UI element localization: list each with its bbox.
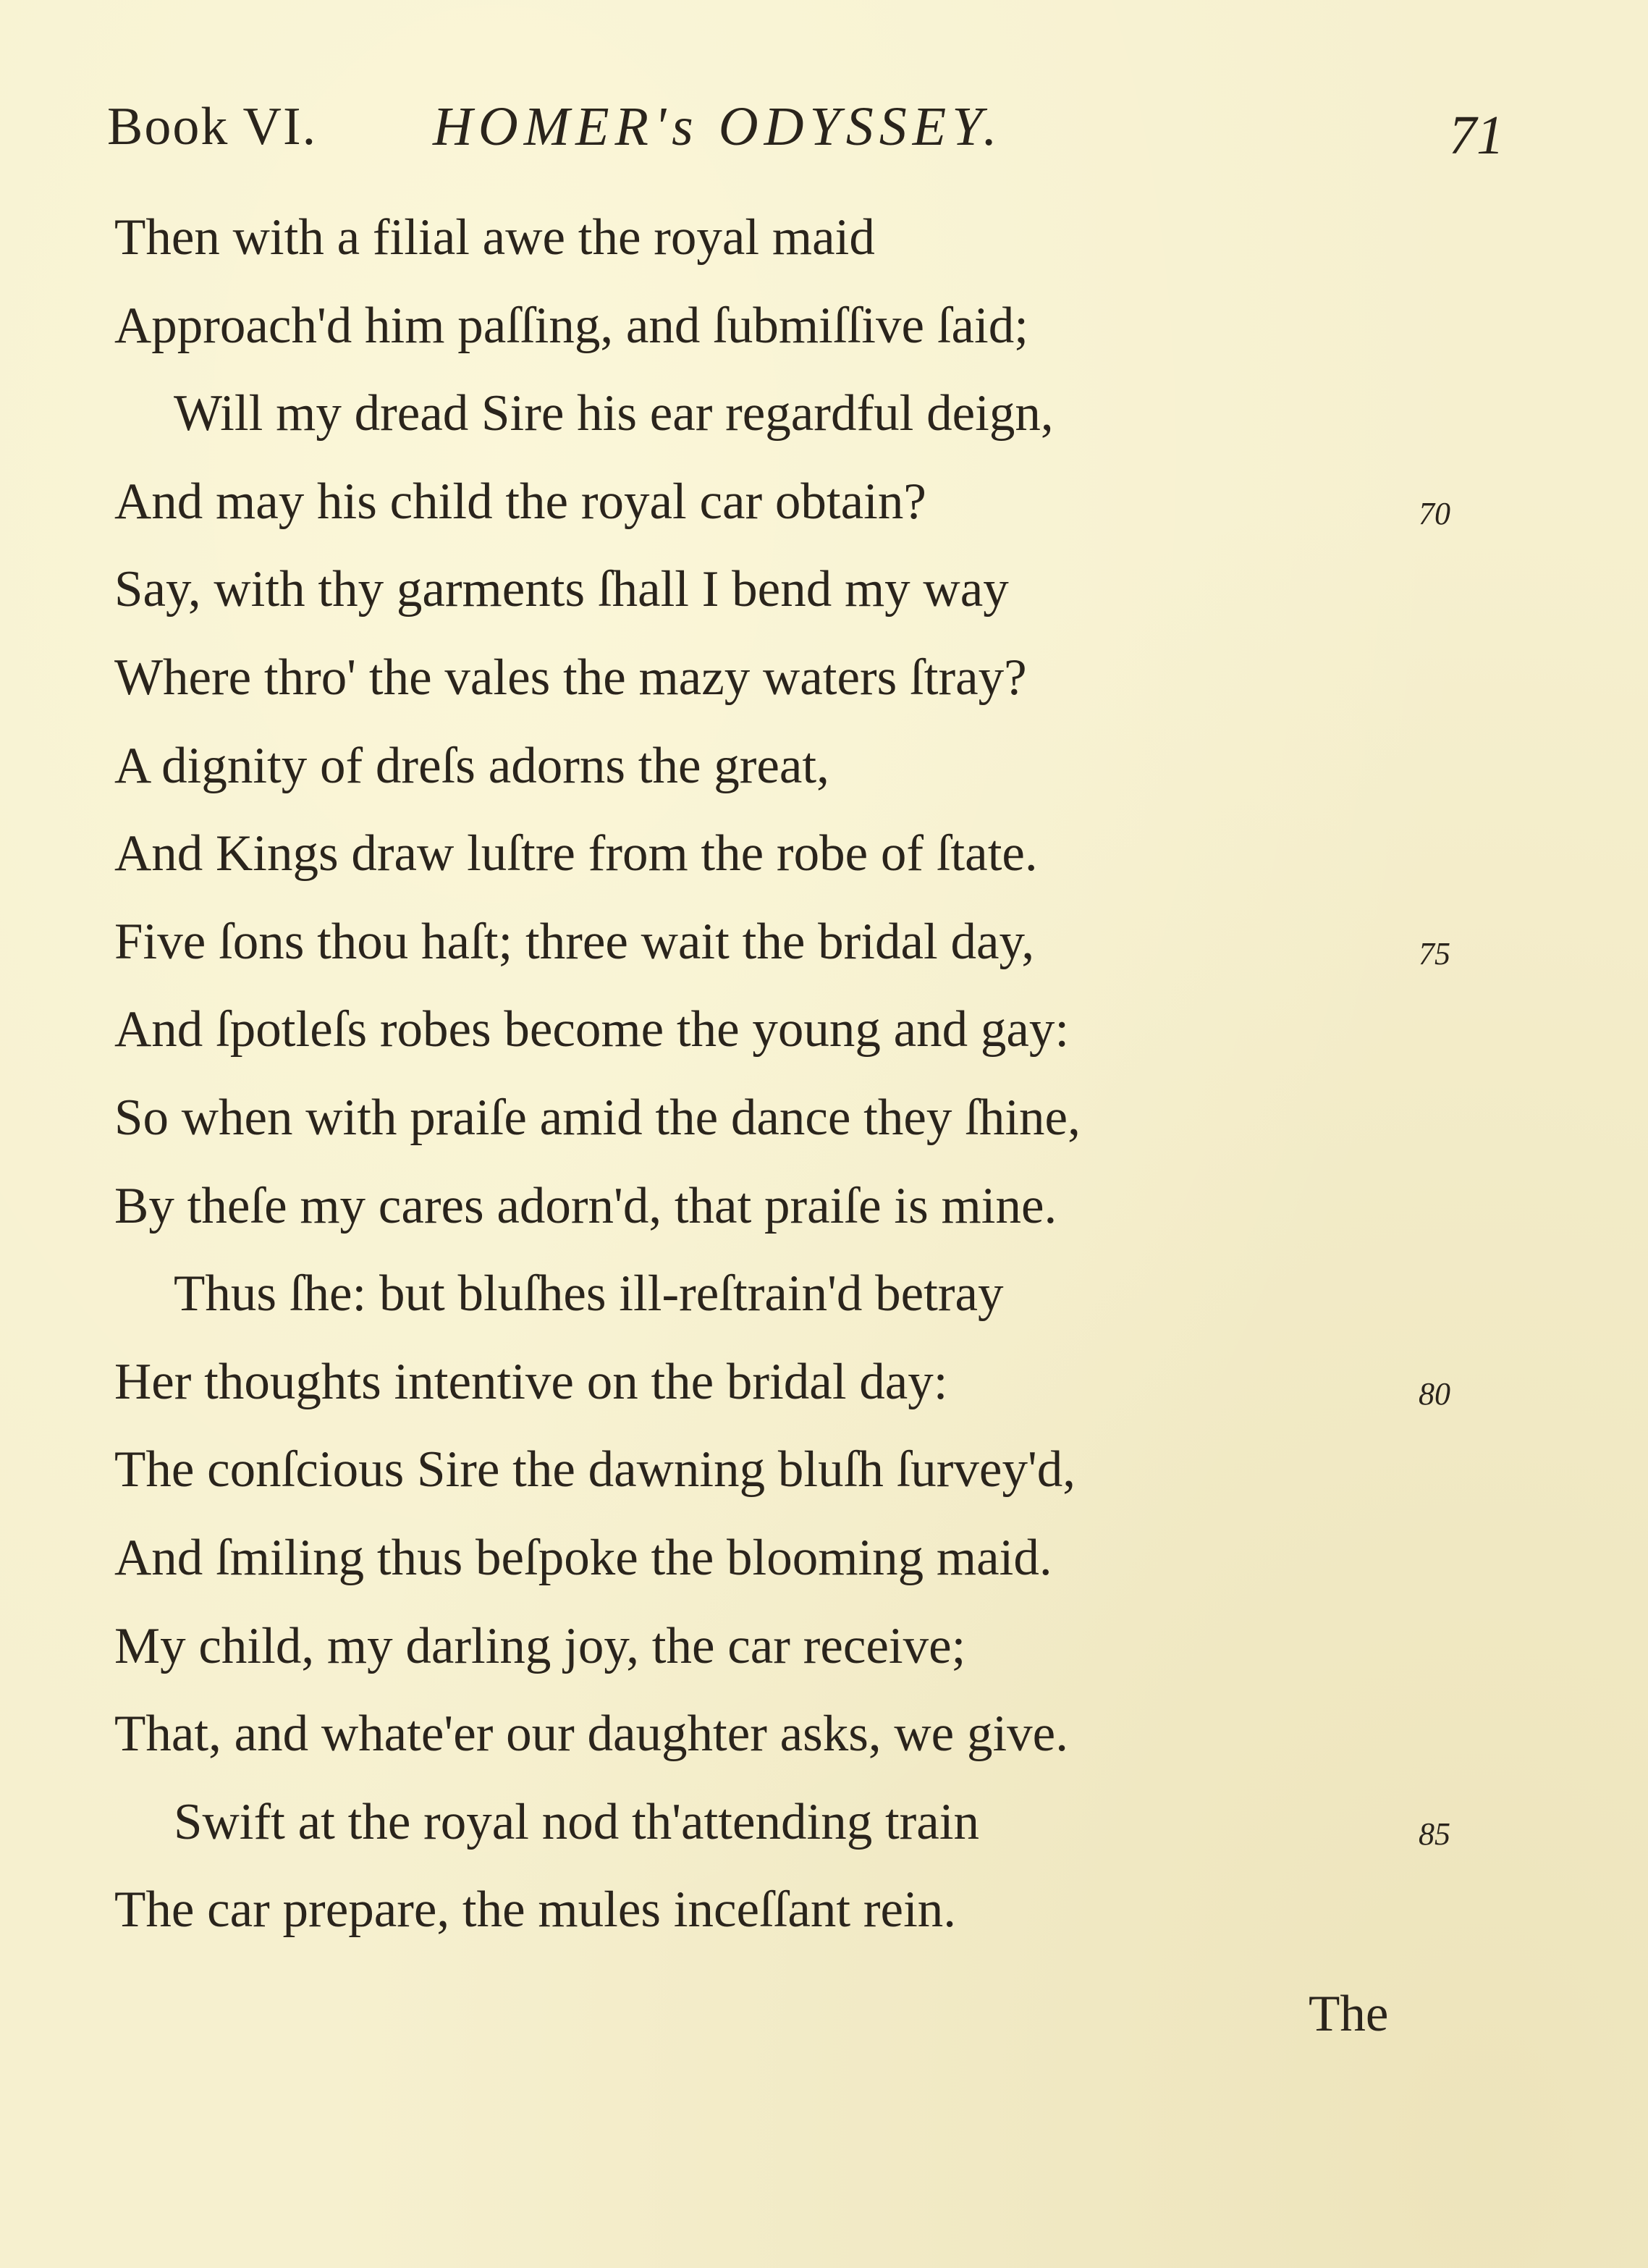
- verse-text: A dignity of dreſs adorns the great,: [114, 737, 829, 794]
- verse-line: [0, 1603, 1648, 1691]
- verse-line: [0, 1250, 1648, 1339]
- verse-text: So when with praiſe amid the dance they ſhine,: [114, 1089, 1081, 1146]
- verse-text: Say, with thy garments ſhall I bend my way: [114, 561, 1009, 618]
- verse-line: [0, 1426, 1648, 1514]
- verse-text: My child, my darling joy, the car receive;: [114, 1617, 966, 1674]
- verse-line: [0, 194, 1648, 282]
- verse-text: And may his child the royal car obtain?: [114, 473, 926, 530]
- page-number: 71: [1449, 105, 1504, 166]
- verse-line: [0, 370, 1648, 458]
- verse-line: [0, 898, 1648, 987]
- verse-line: [0, 458, 1648, 547]
- verse-text: And ſpotleſs robes become the young and gay:: [114, 1001, 1070, 1058]
- verse-text: By theſe my cares adorn'd, that praiſe is mine.: [114, 1177, 1057, 1234]
- verse-text: Then with a filial awe the royal maid: [114, 209, 875, 266]
- verse-text: The conſcious Sire the dawning bluſh ſurvey'd,: [114, 1441, 1076, 1498]
- verse-line: [0, 282, 1648, 371]
- verse-line: [0, 1074, 1648, 1163]
- verse-text: Approach'd him paſſing, and ſubmiſſive ſaid;: [114, 297, 1028, 354]
- line-number: 85: [1419, 1816, 1450, 1852]
- catchword: The: [1309, 1986, 1389, 2042]
- verse-line: [0, 1779, 1648, 1867]
- verse-text: Where thro' the vales the mazy waters ſtray?: [114, 649, 1027, 706]
- verse-line: [0, 1514, 1648, 1603]
- verse-text: Her thoughts intentive on the bridal day:: [114, 1353, 948, 1410]
- poem-body: [0, 194, 1648, 1955]
- verse-text: Swift at the royal nod th'attending train: [174, 1793, 980, 1850]
- verse-line: [0, 634, 1648, 722]
- verse-text: Thus ſhe: but bluſhes ill-reſtrain'd betray: [174, 1265, 1004, 1323]
- line-number: 80: [1419, 1375, 1450, 1412]
- verse-line: [0, 546, 1648, 634]
- verse-line: [0, 1163, 1648, 1251]
- verse-text: Will my dread Sire his ear regardful deign,: [174, 385, 1054, 442]
- verse-text: The car prepare, the mules inceſſant rein.: [114, 1881, 957, 1939]
- verse-text: And ſmiling thus beſpoke the blooming maid.: [114, 1529, 1052, 1586]
- verse-text: And Kings draw luſtre from the robe of ſtate.: [114, 825, 1038, 882]
- verse-line: [0, 1339, 1648, 1427]
- line-number: 70: [1419, 495, 1450, 531]
- book-label: Book VI.: [107, 97, 318, 156]
- line-number: 75: [1419, 935, 1450, 971]
- running-header: [107, 90, 1504, 166]
- verse-line: [0, 810, 1648, 898]
- verse-line: [0, 1690, 1648, 1779]
- running-title: HOMER's ODYSSEY.: [433, 96, 1003, 157]
- verse-line: [0, 986, 1648, 1074]
- verse-text: That, and whate'er our daughter asks, we give.: [114, 1706, 1068, 1763]
- verse-line: [0, 722, 1648, 811]
- verse-text: Five ſons thou haſt; three wait the bridal day,: [114, 913, 1035, 970]
- verse-line: [0, 1866, 1648, 1955]
